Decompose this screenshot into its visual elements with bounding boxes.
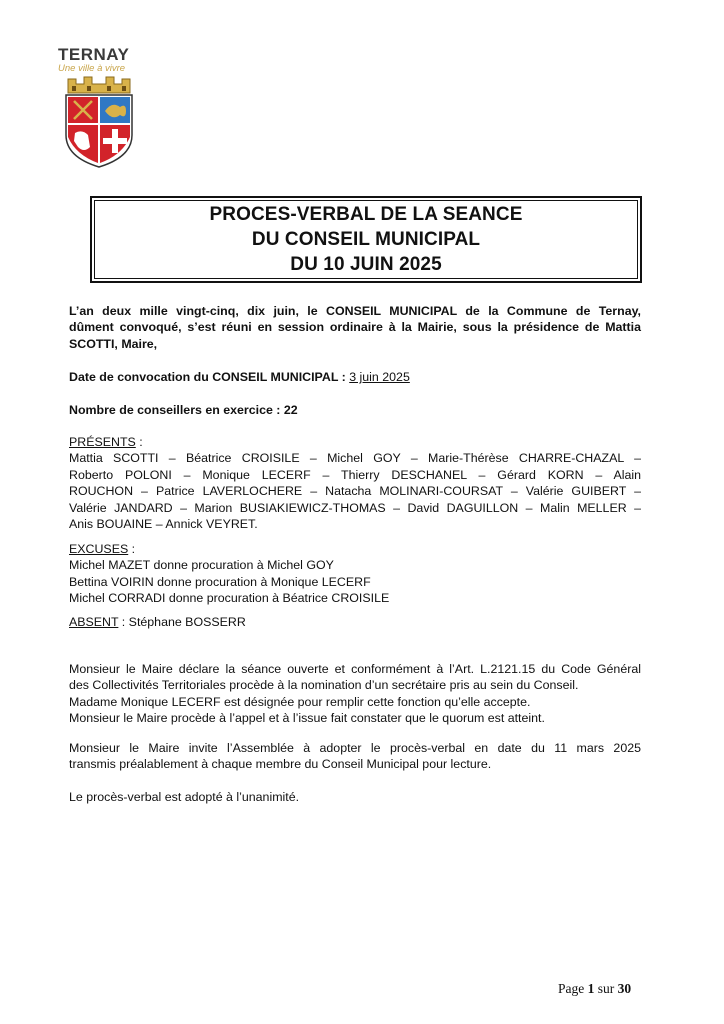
presents-line: ROUCHON – Patrice LAVERLOCHERE – Natacha MOLINARI-COURSAT – Valérie GUIBERT – [69, 484, 641, 499]
absent-text: : Stéphane BOSSERR [118, 615, 246, 629]
title-line-2: DU CONSEIL MUNICIPAL [251, 229, 481, 250]
title-line-3: DU 10 JUIN 2025 [290, 254, 442, 275]
presents-section [69, 434, 641, 532]
excuses-sep: : [128, 542, 136, 556]
adoption-paragraph [69, 740, 641, 773]
excuses-section [69, 541, 641, 607]
page-of-label: sur [597, 981, 615, 996]
coat-of-arms-icon [60, 73, 138, 169]
intro-line: L’an deux mille vingt-cinq, dix juin, le CONSEIL MUNICIPAL de la Commune de Ternay, [69, 304, 641, 318]
presents-line: Roberto POLONI – Monique LECERF – Thierry DESCHANEL – Gérard KORN – Alain [69, 467, 641, 482]
excuse-item: Michel MAZET donne procuration à Michel GOY [69, 558, 334, 573]
adoption-line: transmis préalablement à chaque membre du Conseil Municipal pour lecture. [69, 757, 492, 772]
presents-sep: : [135, 435, 143, 449]
presents-line: Anis BOUAINE – Annick VEYRET. [69, 517, 258, 532]
page-footer [558, 981, 631, 997]
opening-line: Monsieur le Maire déclare la séance ouverte et conformément à l’Art. L.2121.15 du Code Général [69, 662, 641, 676]
logo-name: TERNAY [58, 45, 130, 64]
opening-paragraph [69, 661, 641, 727]
presents-heading: PRÉSENTS [69, 435, 136, 449]
opening-line: des Collectivités Territoriales procède à la nomination d’un secrétaire pris au sein du Conseil. [69, 678, 579, 693]
result-line: Le procès-verbal est adopté à l’unanimité. [69, 790, 300, 804]
page-label: Page [558, 981, 585, 996]
excuse-item: Michel CORRADI donne procuration à Béatrice CROISILE [69, 591, 390, 606]
convocation-line [69, 369, 641, 385]
intro-line: SCOTTI, Maire, [69, 336, 158, 351]
page-number: 1 [587, 981, 595, 996]
convocation-date: 3 juin 2025 [349, 370, 410, 384]
excuses-heading: EXCUSES [69, 542, 129, 556]
page-total: 30 [617, 981, 632, 996]
title-box [90, 196, 642, 283]
intro-paragraph [69, 303, 641, 352]
opening-line: Madame Monique LECERF est désignée pour remplir cette fonction qu’elle accepte. [69, 694, 531, 709]
presents-line: Mattia SCOTTI – Béatrice CROISILE – Michel GOY – Marie-Thérèse CHARRE-CHAZAL – [69, 451, 641, 466]
absent-line [69, 614, 641, 630]
absent-heading: ABSENT [69, 615, 119, 629]
logo-tagline: Une ville à vivre [58, 63, 126, 74]
intro-line: dûment convoqué, s’est réuni en session ordinaire à la Mairie, sous la présidence de Mattia [69, 320, 641, 335]
presents-line: Valérie JANDARD – Marion BUSIAKIEWICZ-THOMAS – David DAGUILLON – Malin MELLER – [69, 500, 641, 515]
convocation-label: Date de convocation du CONSEIL MUNICIPAL : [69, 370, 346, 384]
town-logo [58, 46, 138, 74]
excuse-item: Bettina VOIRIN donne procuration à Monique LECERF [69, 574, 371, 589]
adoption-line: Monsieur le Maire invite l’Assemblée à adopter le procès-verbal en date du 11 mars 2025 [69, 741, 641, 755]
title-line-1: PROCES-VERBAL DE LA SEANCE [209, 204, 523, 225]
opening-line: Monsieur le Maire procède à l’appel et à l’issue fait constater que le quorum est atteint. [69, 711, 545, 726]
conseillers-count: Nombre de conseillers en exercice : 22 [69, 403, 298, 417]
